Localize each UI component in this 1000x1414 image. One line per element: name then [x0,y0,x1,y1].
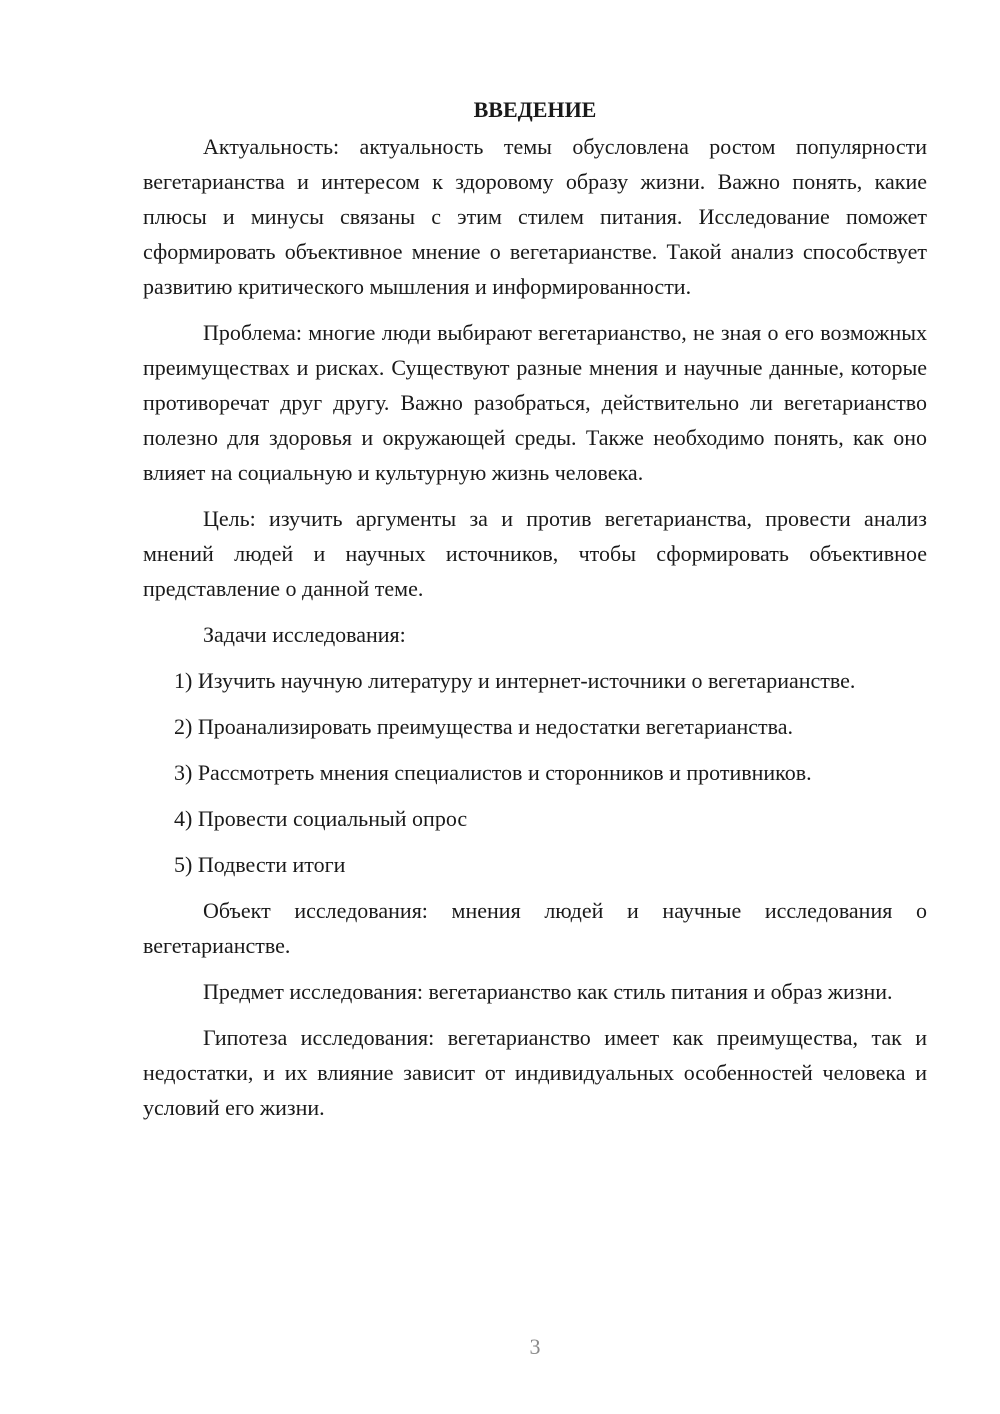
tasks-title: Задачи исследования: [203,622,406,647]
task-item: 4) Провести социальный опрос [174,806,468,831]
section-heading: ВВЕДЕНИЕ [473,97,597,122]
paragraph-subject: Предмет исследования: вегетарианство как стиль питания и образ жизни. [203,979,893,1004]
task-item: 1) Изучить научную литературу и интернет-источники о вегетарианстве. [174,668,856,693]
paragraph-hypothesis: Гипотеза исследования: вегетарианство имеет как преимущества, так и недостатки, и их влияние зависит от индивидуальных особенностей человека и условий его жизни. [143,1025,927,1120]
paragraph-goal: Цель: изучить аргументы за и против вегетарианства, провести анализ мнений людей и научных источников, чтобы сформировать объективное представление о данной теме. [143,506,927,601]
task-item: 2) Проанализировать преимущества и недостатки вегетарианства. [174,714,793,739]
document-body [143,92,927,1136]
task-item: 5) Подвести итоги [174,852,346,877]
task-item: 3) Рассмотреть мнения специалистов и сторонников и противников. [174,760,812,785]
page-number: 3 [529,1334,541,1359]
paragraph-relevance: Актуальность: актуальность темы обусловлена ростом популярности вегетарианства и интересом к здоровому образу жизни. Важно понять, какие плюсы и минусы связаны с этим стилем питания. Исследование поможет сформировать объективное мнение о вегетарианстве. Такой анализ способствует развитию критического мышления и информированности. [143,134,927,299]
paragraph-problem: Проблема: многие люди выбирают вегетарианство, не зная о его возможных преимуществах и рисках. Существуют разные мнения и научные данные, которые противоречат друг другу. Важно разобраться, действительно ли вегетарианство полезно для здоровья и окружающей среды. Также необходимо понять, как оно влияет на социальную и культурную жизнь человека. [143,320,927,485]
paragraph-object: Объект исследования: мнения людей и научные исследования о вегетарианстве. [143,898,927,958]
tasks-list [143,663,927,882]
